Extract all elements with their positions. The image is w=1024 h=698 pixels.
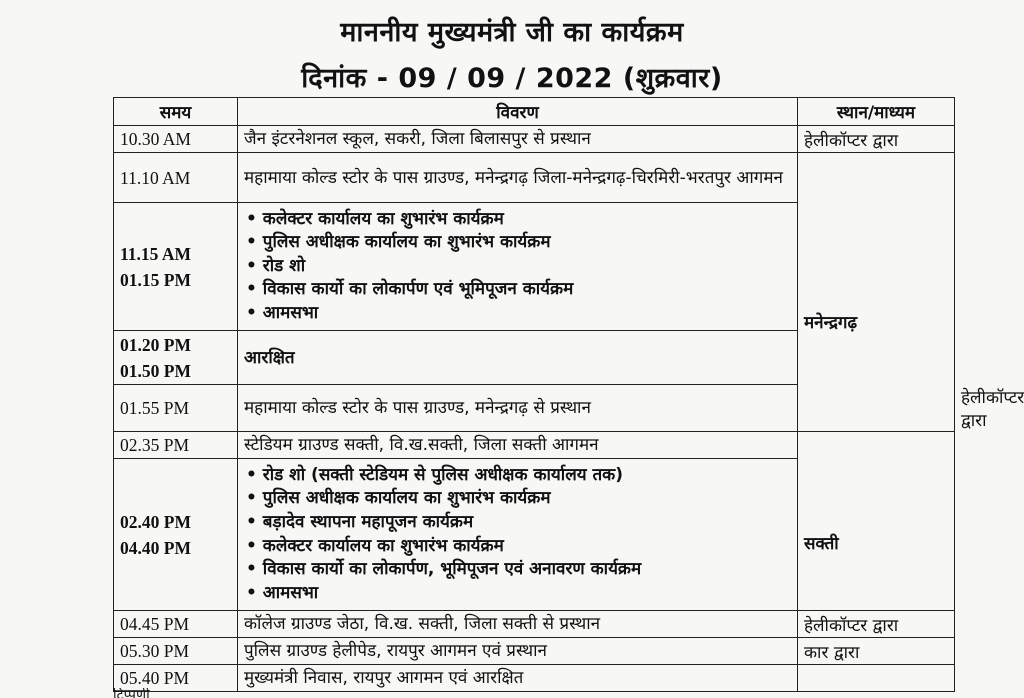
schedule-table	[113, 97, 1024, 692]
list-item: • कलेक्टर कार्यालय का शुभारंभ कार्यक्रम	[246, 208, 791, 232]
place-cell	[798, 432, 955, 611]
table-row	[114, 432, 955, 459]
table-row	[114, 611, 955, 638]
list-item: • बड़ादेव स्थापना महापूजन कार्यक्रम	[246, 511, 791, 535]
time-cell: 11.10 AM	[114, 153, 238, 203]
end-time: 01.50 PM	[120, 360, 191, 381]
place-cell: हेलीकॉप्टर द्वारा	[798, 611, 955, 638]
place-cell: हेलीकॉप्टर द्वारा	[798, 126, 955, 153]
list-item: • आमसभा	[246, 582, 791, 606]
time-cell: 01.55 PM	[114, 385, 238, 432]
description-cell: महामाया कोल्ड स्टोर के पास ग्राउण्ड, मनेन्द्रगढ़ जिला-मनेन्द्रगढ़-चिरमिरी-भरतपुर आगमन	[238, 153, 798, 203]
time-cell: 05.30 PM	[114, 638, 238, 665]
time-cell: 04.45 PM	[114, 611, 238, 638]
table-row	[114, 153, 955, 203]
description-cell: महामाया कोल्ड स्टोर के पास ग्राउण्ड, मनेन्द्रगढ़ से प्रस्थान	[238, 385, 798, 432]
time-cell: 10.30 AM	[114, 126, 238, 153]
header-place-mode: स्थान/माध्यम	[798, 98, 955, 126]
description-cell: मुख्यमंत्री निवास, रायपुर आगमन एवं आरक्षित	[238, 665, 798, 692]
time-cell: 05.40 PM	[114, 665, 238, 692]
start-time: 01.20 PM	[120, 334, 191, 355]
list-item: • रोड शो (सक्ती स्टेडियम से पुलिस अधीक्षक कार्यालय तक)	[246, 464, 791, 488]
date-line: दिनांक - 09 / 09 / 2022 (शुक्रवार)	[301, 63, 723, 94]
end-time: 01.15 PM	[120, 269, 191, 290]
time-cell	[114, 203, 238, 331]
table-row: 01.55 PM महामाया कोल्ड स्टोर के पास ग्राउण्ड, मनेन्द्रगढ़ से प्रस्थान हेलीकॉप्टर द्वारा	[114, 385, 955, 432]
activity-list	[244, 208, 791, 326]
table-row	[114, 126, 955, 153]
list-item: • रोड शो	[246, 255, 791, 279]
list-item: • विकास कार्यो का लोकार्पण, भूमिपूजन एवं अनावरण कार्यक्रम	[246, 558, 791, 582]
list-item: • पुलिस अधीक्षक कार्यालय का शुभारंभ कार्यक्रम	[246, 231, 791, 255]
description-cell: कॉलेज ग्राउण्ड जेठा, वि.ख. सक्ती, जिला सक्ती से प्रस्थान	[238, 611, 798, 638]
place-label: मनेन्द्रगढ़	[804, 312, 858, 333]
description-cell	[238, 203, 798, 331]
description-cell: जैन इंटरनेशनल स्कूल, सकरी, जिला बिलासपुर से प्रस्थान	[238, 126, 798, 153]
activity-list	[244, 464, 791, 606]
start-time: 11.15 AM	[120, 243, 191, 264]
description-cell: स्टेडियम ग्राउण्ड सक्ती, वि.ख.सक्ती, जिला सक्ती आगमन	[238, 432, 798, 459]
list-item: • पुलिस अधीक्षक कार्यालय का शुभारंभ कार्यक्रम	[246, 487, 791, 511]
list-item: • कलेक्टर कार्यालय का शुभारंभ कार्यक्रम	[246, 535, 791, 559]
table-row	[114, 665, 955, 692]
place-cell	[798, 153, 955, 432]
list-item: • आमसभा	[246, 302, 791, 326]
table-row	[114, 638, 955, 665]
footer-note-partial: टिप्पणी	[113, 688, 150, 698]
header-description: विवरण	[238, 98, 798, 126]
description-cell: पुलिस ग्राउण्ड हेलीपेड, रायपुर आगमन एवं प्रस्थान	[238, 638, 798, 665]
time-cell	[114, 331, 238, 385]
place-cell: कार द्वारा	[798, 638, 955, 665]
place-cell	[798, 665, 955, 692]
time-cell: 02.35 PM	[114, 432, 238, 459]
start-time: 02.40 PM	[120, 511, 191, 532]
description-cell: आरक्षित	[238, 331, 798, 385]
page-title: माननीय मुख्यमंत्री जी का कार्यक्रम	[340, 17, 684, 48]
header-time: समय	[114, 98, 238, 126]
description-cell	[238, 459, 798, 611]
end-time: 04.40 PM	[120, 537, 191, 558]
time-cell	[114, 459, 238, 611]
table-header-row	[114, 98, 955, 126]
place-label: सक्ती	[804, 533, 839, 554]
list-item: • विकास कार्यो का लोकार्पण एवं भूमिपूजन कार्यक्रम	[246, 278, 791, 302]
